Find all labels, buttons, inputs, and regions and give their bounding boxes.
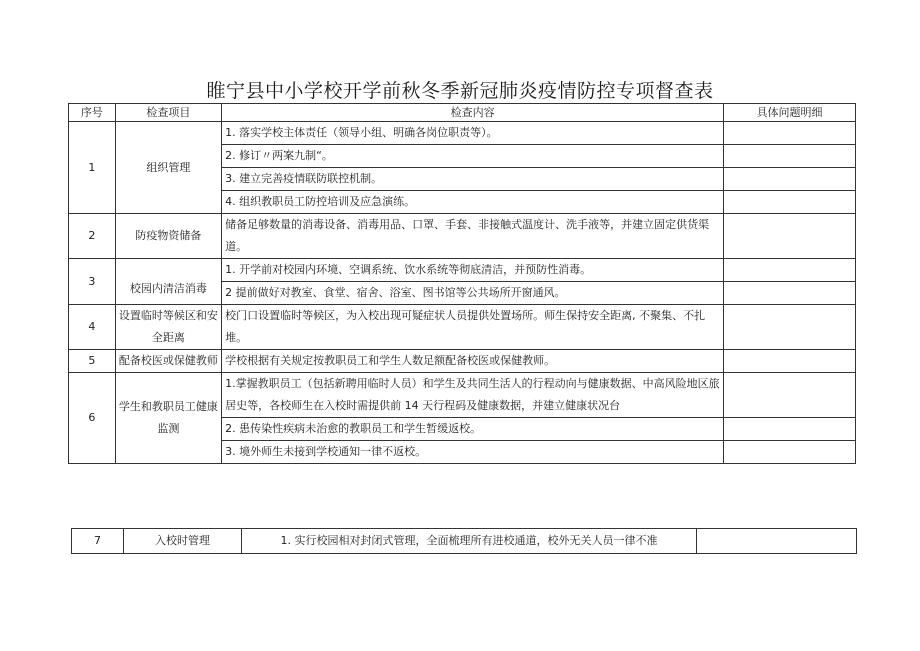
row-item: 入校时管理 xyxy=(124,529,242,554)
table-row xyxy=(72,529,857,554)
table-row xyxy=(69,350,856,373)
row-content: 2 提前做好对教室、食堂、宿舍、浴室、图书馆等公共场所开窗通风。 xyxy=(222,282,724,305)
row-content: 校门口设置临时等候区，为入校出现可疑症状人员提供处置场所。师生保持安全距离, 不聚集、不扎堆。 xyxy=(222,305,724,350)
row-number: 4 xyxy=(69,305,116,350)
row-number: 1 xyxy=(69,122,116,214)
row-number: 5 xyxy=(69,350,116,373)
row-number: 7 xyxy=(72,529,124,554)
row-issue-cell[interactable] xyxy=(724,145,856,168)
row-content: 储备足够数量的消毒设备、消毒用品、口罩、手套、非接触式温度计、洗手液等，并建立固定供货渠道。 xyxy=(222,214,724,259)
row-item: 防疫物资储备 xyxy=(115,214,221,259)
row-number: 2 xyxy=(69,214,116,259)
header-item: 检查项目 xyxy=(115,104,221,122)
table-row xyxy=(69,122,856,145)
row-item: 学生和教职员工健康监测 xyxy=(115,373,221,464)
row-content: 4. 组织教职员工防控培训及应急演练。 xyxy=(222,191,724,214)
row-issue-cell[interactable] xyxy=(724,259,856,282)
row-content: 1.掌握教职员工（包括新聘用临时人员）和学生及共同生活人的行程动向与健康数据、中高风险地区旅居史等，各校师生在入校时需提供前 14 天行程码及健康数据，并建立健康状况台 xyxy=(222,373,724,418)
row-issue-cell[interactable] xyxy=(724,350,856,373)
row-number: 3 xyxy=(69,259,116,305)
row-issue-cell[interactable] xyxy=(724,191,856,214)
row-issue-cell[interactable] xyxy=(724,214,856,259)
table-row xyxy=(69,259,856,282)
row-issue-cell[interactable] xyxy=(697,529,857,554)
row-item-label: 校园内清洁消毒 xyxy=(129,281,207,295)
table-header-row xyxy=(69,104,856,122)
header-content: 检查内容 xyxy=(222,104,724,122)
row-issue-cell[interactable] xyxy=(724,373,856,418)
row-issue-cell[interactable] xyxy=(724,282,856,305)
row-item: 配备校医或保健教师 xyxy=(115,350,221,373)
header-issues: 具体问题明细 xyxy=(724,104,856,122)
row-content: 3. 境外师生未接到学校通知一律不返校。 xyxy=(222,441,724,464)
row-issue-cell[interactable] xyxy=(724,418,856,441)
row-content: 2. 患传染性疾病未治愈的教职员工和学生暂缓返校。 xyxy=(222,418,724,441)
row-issue-cell[interactable] xyxy=(724,168,856,191)
row-issue-cell[interactable] xyxy=(724,441,856,464)
row-content: 1. 落实学校主体责任（领导小组、明确各岗位职责等）。 xyxy=(222,122,724,145)
row-content: 学校根据有关规定按教职员工和学生人数足额配备校医或保健教师。 xyxy=(222,350,724,373)
row-content: 2. 修订〃两案九制“。 xyxy=(222,145,724,168)
row-item: 组织管理 xyxy=(115,122,221,214)
row-number: 6 xyxy=(69,373,116,464)
row-content: 3. 建立完善疫情联防联控机制。 xyxy=(222,168,724,191)
header-no: 序号 xyxy=(69,104,116,122)
inspection-table-continued xyxy=(71,528,857,554)
inspection-table xyxy=(68,103,856,464)
table-row xyxy=(69,373,856,418)
table-row xyxy=(69,214,856,259)
row-issue-cell[interactable] xyxy=(724,122,856,145)
row-item: 设置临时等候区和安全距离 xyxy=(115,305,221,350)
row-content: 1. 实行校园相对封闭式管理，全面梳理所有进校通道，校外无关人员一律不准 xyxy=(242,529,697,554)
row-issue-cell[interactable] xyxy=(724,305,856,350)
table-row xyxy=(69,305,856,350)
row-item xyxy=(115,259,221,305)
row-content: 1. 开学前对校园内环境、空调系统、饮水系统等彻底清洁，并预防性消毒。 xyxy=(222,259,724,282)
page-title: 睢宁县中小学校开学前秋冬季新冠肺炎疫情防控专项督查表 xyxy=(206,80,714,102)
